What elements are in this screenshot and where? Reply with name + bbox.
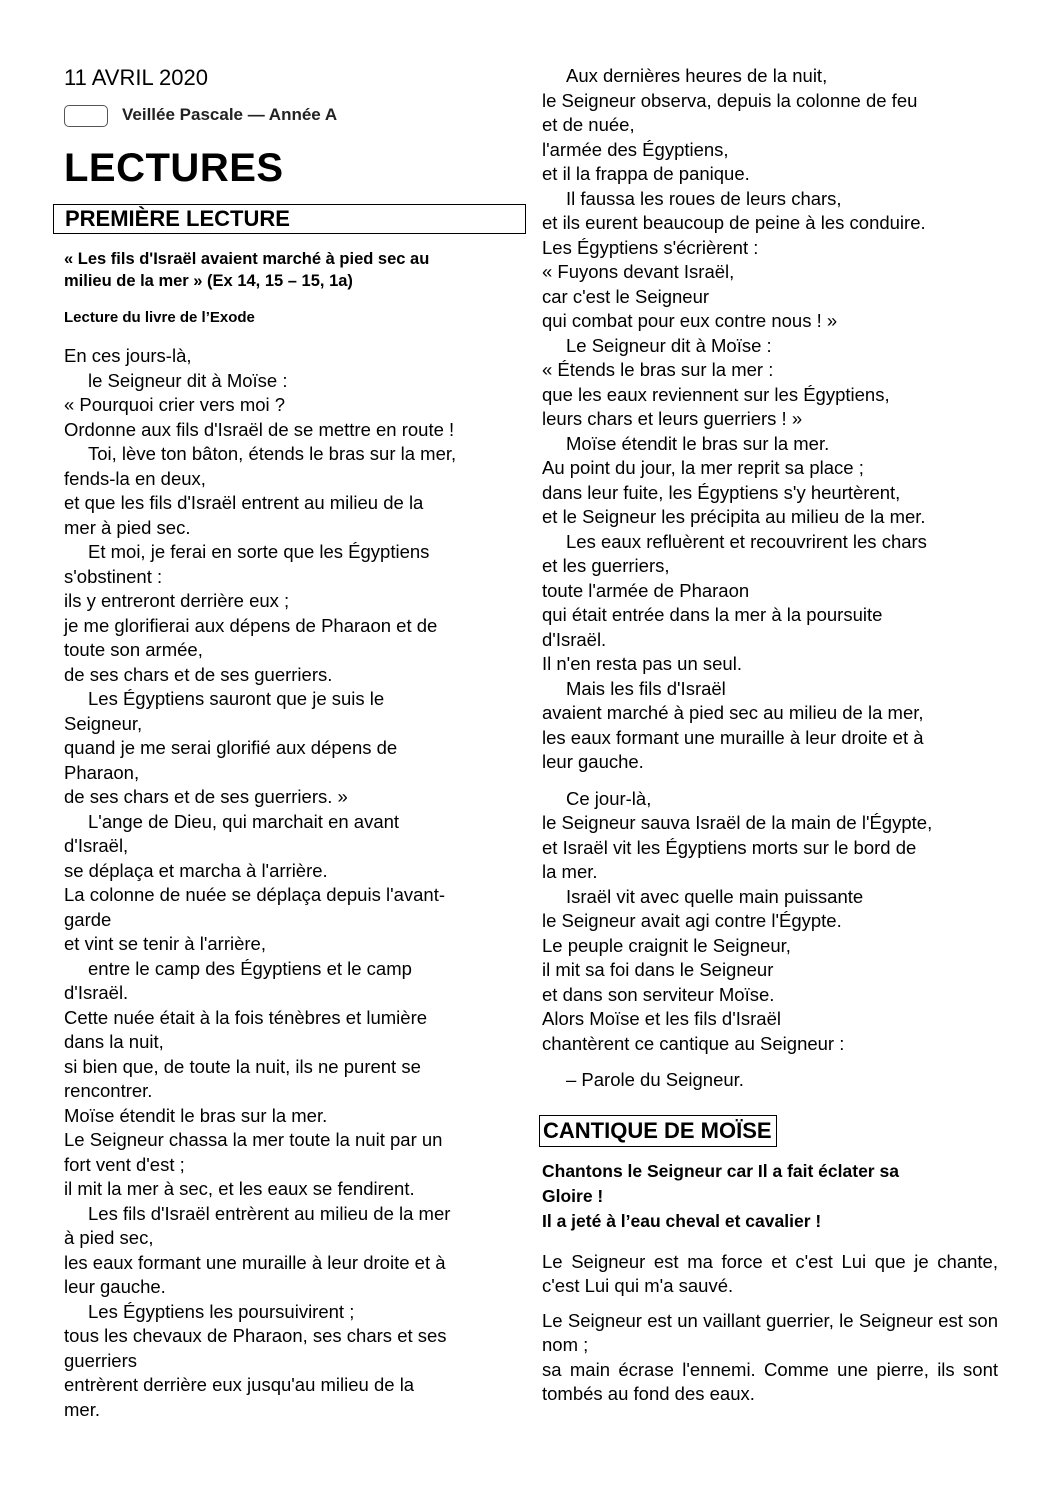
text-line: se déplaça et marcha à l'arrière. <box>64 859 328 881</box>
text-line: Le Seigneur chassa la mer toute la nuit par un <box>64 1129 443 1150</box>
text-line: de ses chars et de ses guerriers. » <box>64 786 348 807</box>
reading-text-right <box>542 64 998 1093</box>
text-line: et que les fils d'Israël entrent au milieu de la <box>64 492 424 513</box>
text-line: mer. <box>64 1398 100 1420</box>
text-line: leur gauche. <box>64 1276 166 1297</box>
text-line: Cette nuée était à la fois ténèbres et lumière <box>64 1006 428 1028</box>
text-line: Pharaon, <box>64 761 140 783</box>
text-line: mer à pied sec. <box>64 516 191 538</box>
text-line: qui était entrée dans la mer à la poursuite <box>542 604 883 625</box>
text-line: Les Égyptiens les poursuivirent ; <box>88 1300 355 1322</box>
text-line: garde <box>64 908 112 930</box>
text-line: qui combat pour eux contre nous ! » <box>542 310 838 331</box>
text-line: Mais les fils d'Israël <box>566 677 726 699</box>
canticle-stanza-2 <box>542 1309 998 1407</box>
text-line: le Seigneur avait agi contre l'Égypte. <box>542 910 842 931</box>
canticle-stanza-1: Le Seigneur est ma force et c'est Lui que je chante, c'est Lui qui m'a sauvé. <box>542 1250 998 1296</box>
text-line: chantèrent ce cantique au Seigneur : <box>542 1032 845 1054</box>
text-line: dans leur fuite, les Égyptiens s'y heurtèrent, <box>542 481 901 503</box>
text-line: Aux dernières heures de la nuit, <box>566 65 828 86</box>
text-line: La colonne de nuée se déplaça depuis l'avant- <box>64 884 446 905</box>
text-line: et il la frappa de panique. <box>542 163 750 184</box>
subtitle-row <box>64 102 526 132</box>
text-line: quand je me serai glorifié aux dépens de <box>64 737 398 758</box>
text-line: d'Israël. <box>542 628 607 650</box>
first-reading-heading: PREMIÈRE LECTURE <box>53 204 526 234</box>
text-line: et dans son serviteur Moïse. <box>542 983 775 1005</box>
reading-text-left <box>64 344 526 1422</box>
text-line: Israël vit avec quelle main puissante <box>566 885 864 907</box>
text-line: L'ange de Dieu, qui marchait en avant <box>88 810 400 832</box>
text-line: car c'est le Seigneur <box>542 285 710 307</box>
text-line: Le peuple craignit le Seigneur, <box>542 934 791 956</box>
text-line: et le Seigneur les précipita au milieu de la mer. <box>542 506 926 527</box>
text-line: Moïse étendit le bras sur la mer. <box>64 1104 328 1126</box>
text-line: le Seigneur observa, depuis la colonne de feu <box>542 89 918 111</box>
text-line: dans la nuit, <box>64 1031 164 1052</box>
refrain-line: Il a jeté à l’eau cheval et cavalier ! <box>542 1210 822 1231</box>
page-title: LECTURES <box>64 146 284 190</box>
text-line: leurs chars et leurs guerriers ! » <box>542 408 803 429</box>
text-line: toute l'armée de Pharaon <box>542 579 750 601</box>
text-line: ils y entreront derrière eux ; <box>64 590 290 611</box>
text-line: le Seigneur dit à Moïse : <box>88 369 288 391</box>
text-line: Les Égyptiens sauront que je suis le <box>88 688 385 709</box>
text-line: fort vent d'est ; <box>64 1153 185 1175</box>
text-line: que les eaux reviennent sur les Égyptiens, <box>542 383 890 405</box>
text-line: et de nuée, <box>542 114 635 135</box>
right-column <box>542 64 998 1407</box>
text-line: il mit la mer à sec, et les eaux se fendirent. <box>64 1178 415 1199</box>
text-line: et Israël vit les Égyptiens morts sur le bord de <box>542 836 917 858</box>
left-column <box>64 64 526 1422</box>
text-line: « Pourquoi crier vers moi ? <box>64 394 286 415</box>
reading-reference-line: « Les fils d'Israël avaient marché à pied sec au <box>64 250 430 268</box>
text-line: et les guerriers, <box>542 555 670 576</box>
reading-response: – Parole du Seigneur. <box>566 1069 744 1090</box>
text-line: d'Israël, <box>64 835 129 856</box>
text-line: la mer. <box>542 861 598 882</box>
text-line: il mit sa foi dans le Seigneur <box>542 959 774 980</box>
text-line: l'armée des Égyptiens, <box>542 138 729 160</box>
checkbox-icon[interactable] <box>64 105 108 127</box>
text-line: Ordonne aux fils d'Israël de se mettre en route ! <box>64 418 455 440</box>
text-line: rencontrer. <box>64 1080 153 1101</box>
text-line: de ses chars et de ses guerriers. <box>64 663 333 685</box>
text-line: « Étends le bras sur la mer : <box>542 359 774 380</box>
text-line: Il n'en resta pas un seul. <box>542 653 742 674</box>
text-line: toute son armée, <box>64 639 203 660</box>
text-line: guerriers <box>64 1349 137 1371</box>
text-line: Il faussa les roues de leurs chars, <box>566 187 842 209</box>
text-line: à pied sec, <box>64 1227 154 1248</box>
text-line: fends-la en deux, <box>64 467 206 489</box>
refrain-line: Chantons le Seigneur car Il a fait éclater sa <box>542 1160 899 1181</box>
text-line: Alors Moïse et les fils d'Israël <box>542 1008 781 1029</box>
refrain-line: Gloire ! <box>542 1185 604 1206</box>
canticle-heading: CANTIQUE DE MOÏSE <box>539 1115 777 1147</box>
text-line: s'obstinent : <box>64 565 163 587</box>
text-line: les eaux formant une muraille à leur droite et à <box>542 726 924 748</box>
text-line: Seigneur, <box>64 712 143 734</box>
text-line: si bien que, de toute la nuit, ils ne purent se <box>64 1055 421 1077</box>
stanza-line: sa main écrase l'ennemi. Comme une pierre, ils sont tombés au fond des eaux. <box>542 1358 998 1404</box>
text-line: Le Seigneur dit à Moïse : <box>566 334 772 356</box>
text-line: Toi, lève ton bâton, étends le bras sur la mer, <box>88 443 457 464</box>
text-line: Les Égyptiens s'écrièrent : <box>542 236 759 258</box>
text-line: et vint se tenir à l'arrière, <box>64 933 266 954</box>
reading-reference <box>64 248 526 292</box>
text-line: d'Israël. <box>64 982 129 1003</box>
text-line: tous les chevaux de Pharaon, ses chars et ses <box>64 1325 447 1346</box>
text-line: En ces jours-là, <box>64 345 192 366</box>
text-line: je me glorifierai aux dépens de Pharaon et de <box>64 614 438 636</box>
text-line: entre le camp des Égyptiens et le camp <box>88 957 412 979</box>
canticle-refrain <box>542 1159 998 1234</box>
date: 11 AVRIL 2020 <box>64 65 208 90</box>
text-line: Les fils d'Israël entrèrent au milieu de la mer <box>88 1202 451 1224</box>
text-line: le Seigneur sauva Israël de la main de l'Égypte, <box>542 812 933 833</box>
text-line: Et moi, je ferai en sorte que les Égyptiens <box>88 541 430 562</box>
reading-reference-line: milieu de la mer » (Ex 14, 15 – 15, 1a) <box>64 272 353 290</box>
text-line: leur gauche. <box>542 751 644 772</box>
stanza-line: Le Seigneur est un vaillant guerrier, le Seigneur est son nom ; <box>542 1309 998 1355</box>
text-line: avaient marché à pied sec au milieu de la mer, <box>542 702 924 723</box>
text-line: Les eaux refluèrent et recouvrirent les chars <box>566 530 927 552</box>
text-line: entrèrent derrière eux jusqu'au milieu de la <box>64 1374 415 1395</box>
text-line: les eaux formant une muraille à leur droite et à <box>64 1251 446 1273</box>
text-line: Ce jour-là, <box>566 787 652 809</box>
text-line: Moïse étendit le bras sur la mer. <box>566 432 830 454</box>
text-line: Au point du jour, la mer reprit sa place ; <box>542 457 864 478</box>
book-title: Lecture du livre de l’Exode <box>64 309 255 326</box>
text-line: et ils eurent beaucoup de peine à les conduire. <box>542 212 926 233</box>
text-line: « Fuyons devant Israël, <box>542 261 735 282</box>
celebration-subtitle: Veillée Pascale — Année A <box>122 105 338 124</box>
